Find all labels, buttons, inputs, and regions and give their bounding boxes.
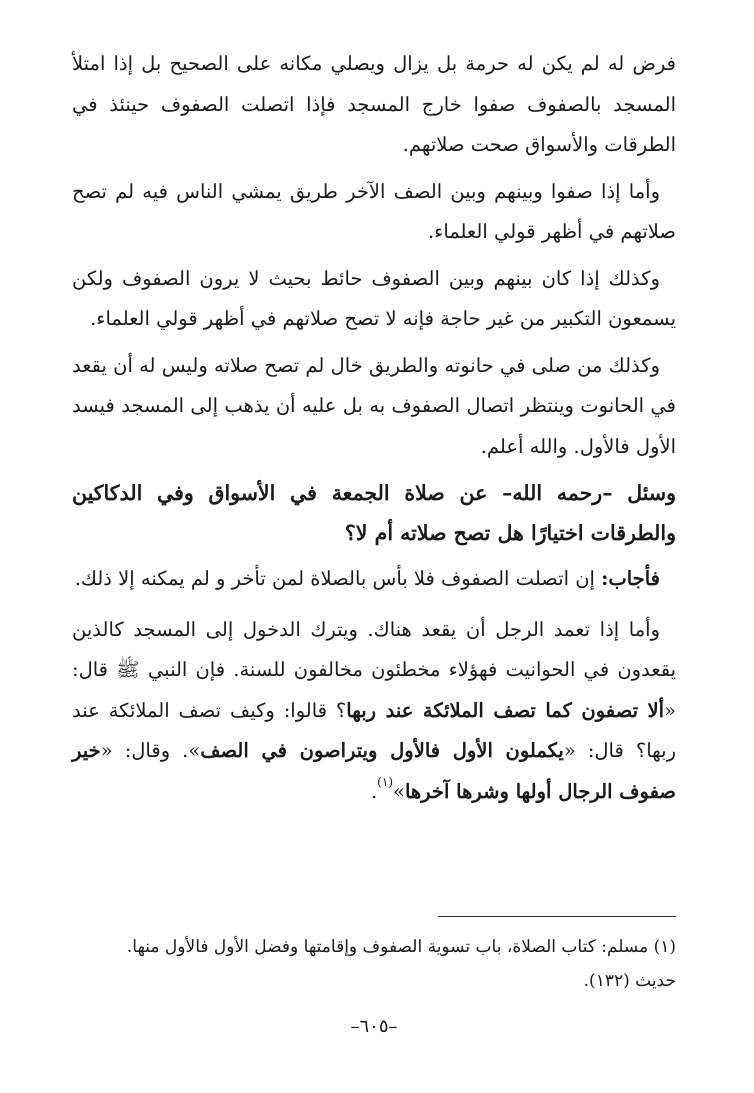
footnote-divider — [438, 916, 676, 917]
paragraph-3: وكذلك إذا كان بينهم وبين الصفوف حائط بحيث لا يرون الصفوف ولكن يسمعون التكبير من غير حاجة فإنه لا تصح صلاتهم في أظهر قولي العلماء. — [72, 266, 676, 330]
paragraph-2: وأما إذا صفوا وبينهم وبين الصف الآخر طريق يمشي الناس فيه لم تصح صلاتهم في أظهر قولي العلماء. — [72, 179, 676, 243]
answer-text: إن اتصلت الصفوف فلا بأس بالصلاة لمن تأخر و لم يمكنه إلا ذلك. — [74, 567, 602, 590]
paragraph-1: فرض له لم يكن له حرمة بل يزال ويصلي مكانه على الصحيح بل إذا امتلأ المسجد بالصفوف صفوا خارج المسجد فإذا اتصلت الصفوف حينئذ في الطرقات والأسواق صحت صلاتهم. — [72, 52, 676, 156]
paragraph-6 — [72, 610, 676, 813]
paragraph-4: وكذلك من صلى في حانوته والطريق خال لم تصح صلاته وليس له أن يقعد في الحانوت وينتظر اتصال الصفوف به بل عليه أن يذهب إلى المسجد فيسد الأول فالأول. والله أعلم. — [72, 353, 676, 458]
footnote — [72, 930, 676, 998]
footnote-line-1: (١) مسلم: كتاب الصلاة، باب تسوية الصفوف وإقامتها وفضل الأول فالأول منها. — [126, 937, 676, 957]
paragraph-6-end: » — [393, 779, 405, 803]
paragraph-6-mid-1: ؟ قالوا: وكيف تصف الملائكة عند ربها؟ قال: « — [72, 698, 676, 762]
footnote-reference: (١) — [377, 774, 393, 789]
page-number: –٦٠٥– — [350, 1016, 398, 1037]
answer-paragraph — [72, 559, 676, 600]
hadith-quote-1: ألا تصفون كما تصف الملائكة عند ربها — [346, 698, 665, 722]
hadith-quote-2: يكملون الأول فالأول ويتراصون في الصف — [200, 739, 564, 762]
paragraph-6-mid-2: ». وقال: « — [100, 739, 201, 762]
hadith-quote-3: خير صفوف الرجال أولها وشرها آخرها — [72, 739, 676, 803]
paragraph-6-intro: وأما إذا تعمد الرجل أن يقعد هناك. ويترك الدخول إلى المسجد كالذين يقعدون في الحوانيت فهؤلاء مخطئون مخالفون للسنة. فإن النبي ﷺ قال: « — [72, 617, 676, 722]
question-heading: وسئل –رحمه الله– عن صلاة الجمعة في الأسواق وفي الدكاكين والطرقات اختيارًا هل تصح صلاته أم لا؟ — [72, 481, 676, 545]
footnote-line-2: حديث (١٣٢). — [583, 971, 676, 991]
document-page — [72, 44, 676, 1054]
paragraph-6-tail: . — [370, 779, 378, 803]
answer-label: فأجاب: — [601, 567, 660, 590]
